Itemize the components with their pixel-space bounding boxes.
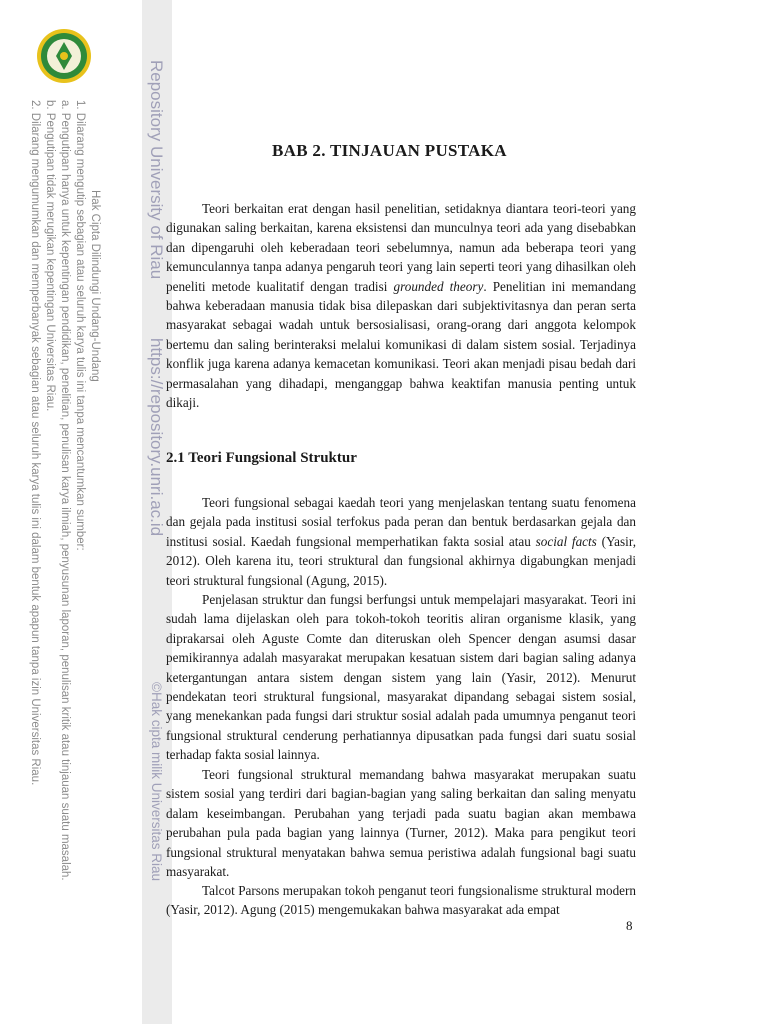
university-riau-logo-icon [36,28,92,84]
copyright-rule-2: 2. Dilarang mengumumkan dan memperbanyak sebagian atau seluruh karya tulis ini dalam bentuk apapun tanpa izin Universitas Riau. [29,100,41,786]
paragraph-1: Teori fungsional sebagai kaedah teori yang menjelaskan tentang suatu fenomena dan gejala pada institusi sosial terfokus pada peran dan bentuk berdasarkan gejala dan institusi sosial. Kaedah fungsional memperhatikan fakta sosial atau social facts (Yasir, 2012). Oleh karena itu, teori struktural dan fungsional akhirnya digabungkan menjadi teori struktural fungsional (Agung, 2015). [166,495,636,588]
copyright-title: Hak Cipta Dilindungi Undang-Undang [89,190,101,382]
section-title: 2.1 Teori Fungsional Struktur [166,450,357,466]
copyright-rule-1a: a. Pengutipan hanya untuk kepentingan pendidikan, penelitian, penulisan karya ilmiah, penyusunan laporan, penulisan kritik atau tinjauan suatu masalah. [59,100,71,881]
page-number: 8 [626,918,633,933]
copyright-rule-1: 1. Dilarang mengutip sebagian atau seluruh karya tulis ini tanpa mencantumkan sumber: [74,100,86,551]
repository-url[interactable]: https://repository.unri.ac.id [147,338,166,537]
copyright-margin [0,0,142,1024]
document-page [166,0,768,1024]
repository-name: Repository University of Riau [147,60,166,280]
paragraph-4: Talcot Parsons merupakan tokoh penganut teori fungsionalisme struktural modern (Yasir, 2012). Agung (2015) mengemukakan bahwa masyarakat ada empat [166,883,636,918]
copyright-rule-1b: b. Pengutipan tidak merugikan kepentingan Universitas Riau. [44,100,56,412]
paragraph-2: Penjelasan struktur dan fungsi berfungsi untuk mempelajari masyarakat. Teori ini sudah lama dijelaskan oleh para tokoh-tokoh teoritis aliran organisme klasik, yang diprakarsai oleh Aguste Comte dan diteruskan oleh Spencer dengan asumsi dasar pemikirannya adalah masyarakat merupakan kesatuan sistem dari bagian saling adanya ketergantungan antara sistem dengan sistem yang lain (Yasir, 2012). Menurut pendekatan teori struktural fungsional, masyarakat dipandang sebagai sistem sosial, yang menekankan pada fungsi dari struktur sosial adalah pada umumnya penganut teori fungsional struktural cenderung perhatiannya dipusatkan pada fungsi dari suatu sosial terhadap fakta sosial lainnya. [166,592,636,763]
copyright-notice: ©Hak cipta milik Universitas Riau [149,682,164,881]
paragraph-3: Teori fungsional struktural memandang bahwa masyarakat merupakan suatu sistem sosial yang terdiri dari bagian-bagian yang saling berkaitan dan saling menyatu dalam keseimbangan. Perubahan yang terjadi pada suatu bagian akan membawa perubahan pula pada bagian yang lainnya (Turner, 2012). Maka para pengikut teori fungsional struktural menyatakan bahwa semua peristiwa adalah fungsional bagi suatu masyarakat. [166,767,636,880]
intro-paragraph: Teori berkaitan erat dengan hasil penelitian, setidaknya diantara teori-teori yang digunakan saling berkaitan, karena eksistensi dan munculnya teori ada yang disebabkan dan dipengaruhi oleh keberadaan teori sebelumnya, namun ada beberapa teori yang kemunculannya tanpa adanya pengaruh teori yang lain seperti teori yang dihasilkan oleh peneliti metode kualitatif dengan tradisi grounded theory. Penelitian ini memandang bahwa keberadaan manusia tidak bisa dilepaskan dari subjektivitasnya dan peran serta masyarakat sebagai wadah untuk bersosialisasi, orang-orang dari anggota kelompok bertemu dan saling berinteraksi melalui komunikasi di dalam sistem sosial. Terjadinya konflik juga karena adanya kemacetan komunikasi. Teori akan menjadi pisau bedah dari permasalahan yang dihadapi, menganggap bahwa keaktifan manusia penting untuk dikaji. [166,201,637,411]
chapter-title: BAB 2. TINJAUAN PUSTAKA [272,141,507,160]
